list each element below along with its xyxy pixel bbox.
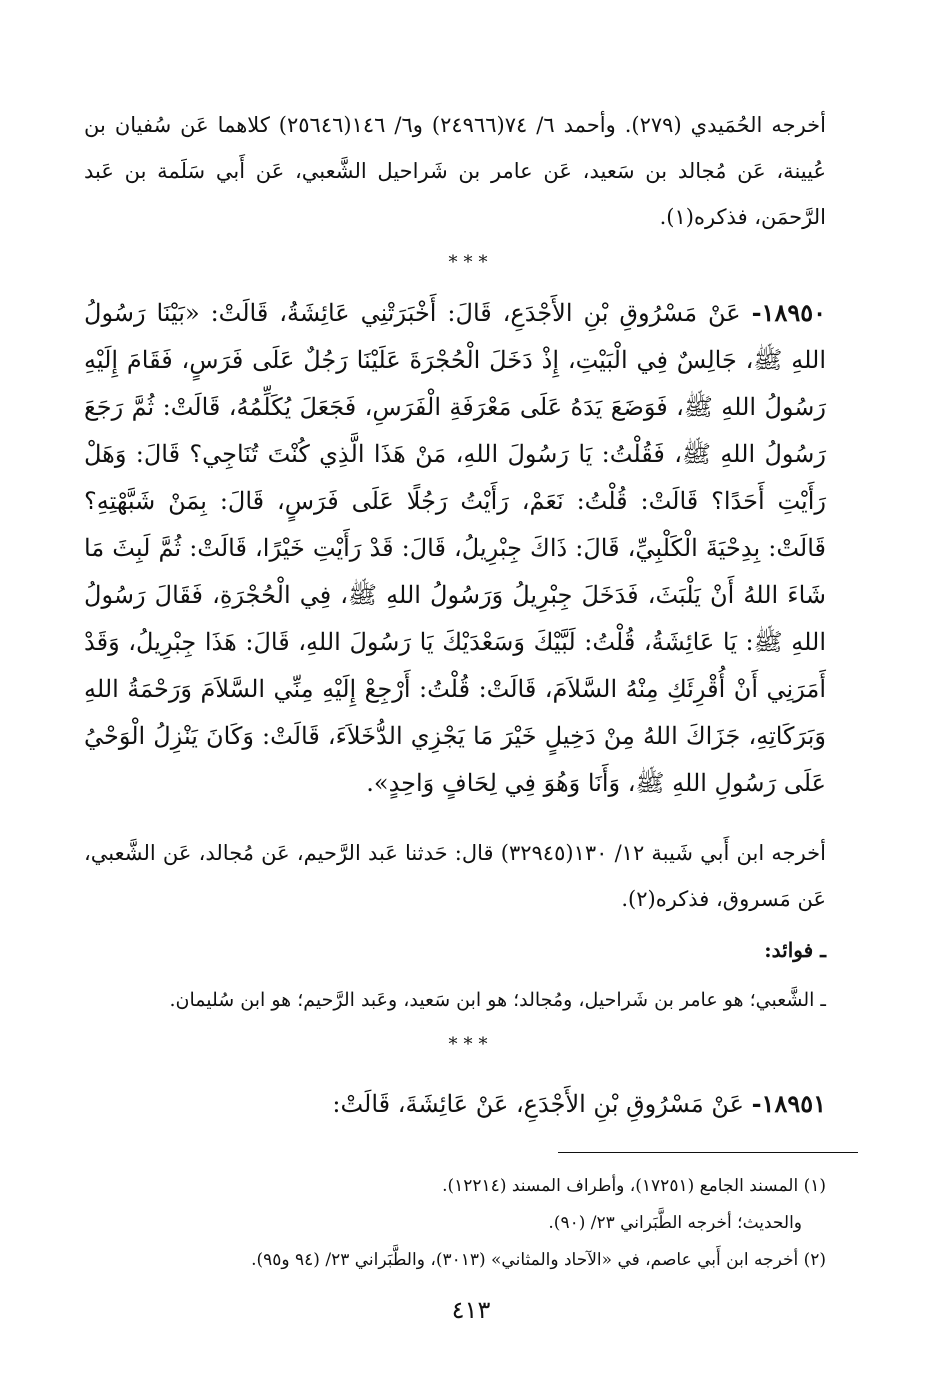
hadith-number: ١٨٩٥٠-	[751, 298, 826, 327]
footnote-1-continuation: والحديث؛ أخرجه الطَّبَراني ٢٣/ (٩٠).	[548, 1213, 802, 1233]
source-paragraph-1: أخرجه الحُمَيدي (٢٧٩). وأحمد ٦/ ٧٤(٢٤٩٦٦) و٦/ ١٤٦(٢٥٦٤٦) كلاهما عَن سُفيان بن عُيينة، عَن مُجالد بن سَعيد، عَن عامر بن شَراحيل الشَّعبي، عَن أَبي سَلَمة بن عَبد الرَّحمَن، فذكره(١).	[84, 113, 826, 229]
section-separator-1: ***	[448, 252, 494, 273]
hadith-opening: عَنْ مَسْرُوقِ بْنِ الأَجْدَعِ، قَالَ: أَخْبَرَتْنِي عَائِشَةُ، قَالَتْ:	[210, 299, 741, 327]
hadith-18950	[84, 289, 826, 807]
fawaid-heading: ـ فوائد:	[764, 938, 826, 962]
footnote-rule	[558, 1152, 858, 1153]
hadith-18951	[84, 1080, 826, 1128]
section-separator-2: ***	[448, 1034, 494, 1055]
footnote-2: (٢) أخرجه ابن أَبي عاصم، في «الآحاد والمثاني» (٣٠١٣)، والطَّبَراني ٢٣/ (٩٤ و٩٥).	[251, 1250, 826, 1270]
page-number: ٤١٣	[451, 1296, 491, 1324]
hadith-opening: عَنْ مَسْرُوقِ بْنِ الأَجْدَعِ، عَنْ عَائِشَةَ، قَالَتْ:	[332, 1090, 744, 1118]
hadith-text: «بَيْنَا رَسُولُ اللهِ ﷺ، جَالِسٌ فِي الْبَيْتِ، إِذْ دَخَلَ الْحُجْرَةَ عَلَيْنَا رَجُلٌ عَلَى فَرَسٍ، فَقَامَ إِلَيْهِ رَسُولُ اللهِ ﷺ، فَوَضَعَ يَدَهُ عَلَى مَعْرَفَةِ الْفَرَسِ، فَجَعَلَ يُكَلِّمُهُ، قَالَتْ: ثُمَّ رَجَعَ رَسُولُ اللهِ ﷺ، فَقُلْتُ: يَا رَسُولَ اللهِ، مَنْ هَذَا الَّذِي كُنْتَ تُنَاجِي؟ قَالَ: وَهَلْ رَأَيْتِ أَحَدًا؟ قَالَتْ: قُلْتُ: نَعَمْ، رَأَيْتُ رَجُلًا عَلَى فَرَسٍ، قَالَ: بِمَنْ شَبَّهْتِهِ؟ قَالَتْ: بِدِحْيَةَ الْكَلْبِيِّ، قَالَ: ذَاكَ جِبْرِيلُ، قَالَ: قَدْ رَأَيْتِ خَيْرًا، قَالَتْ: ثُمَّ لَبِثَ مَا شَاءَ اللهُ أَنْ يَلْبَثَ، فَدَخَلَ جِبْرِيلُ وَرَسُولُ اللهِ ﷺ، فِي الْحُجْرَةِ، فَقَالَ رَسُولُ اللهِ ﷺ: يَا عَائِشَةُ، قُلْتُ: لَبَّيْكَ وَسَعْدَيْكَ يَا رَسُولَ اللهِ، قَالَ: هَذَا جِبْرِيلُ، وَقَدْ أَمَرَنِي أَنْ أُقْرِئَكِ مِنْهُ السَّلاَمَ، قَالَتْ: قُلْتُ: أَرْجِعْ إِلَيْهِ مِنِّي السَّلاَمَ وَرَحْمَةُ اللهِ وَبَرَكَاتِهِ، جَزَاكَ اللهُ مِنْ دَخِيلٍ خَيْرَ مَا يَجْزِي الدُّخَلاَءَ، قَالَتْ: وَكَانَ يَنْزِلُ الْوَحْيُ عَلَى رَسُولِ اللهِ ﷺ، وَأَنَا وَهُوَ فِي لِحَافٍ وَاحِدٍ».	[84, 299, 826, 797]
footnote-1: (١) المسند الجامع (١٧٢٥١)، وأطراف المسند (١٢٢١٤).	[442, 1176, 826, 1196]
source-paragraph-2: أخرجه ابن أَبي شَيبة ١٢/ ١٣٠(٣٢٩٤٥) قال: حَدثنا عَبد الرَّحيم، عَن مُجالد، عَن الشَّعبي، عَن مَسروق، فذكره(٢).	[84, 841, 826, 911]
fawaid-text: ـ الشَّعبي؛ هو عامر بن شَراحيل، ومُجالد؛ هو ابن سَعيد، وعَبد الرَّحيم؛ هو ابن سُليمان.	[169, 989, 826, 1011]
hadith-number: ١٨٩٥١-	[751, 1089, 826, 1118]
